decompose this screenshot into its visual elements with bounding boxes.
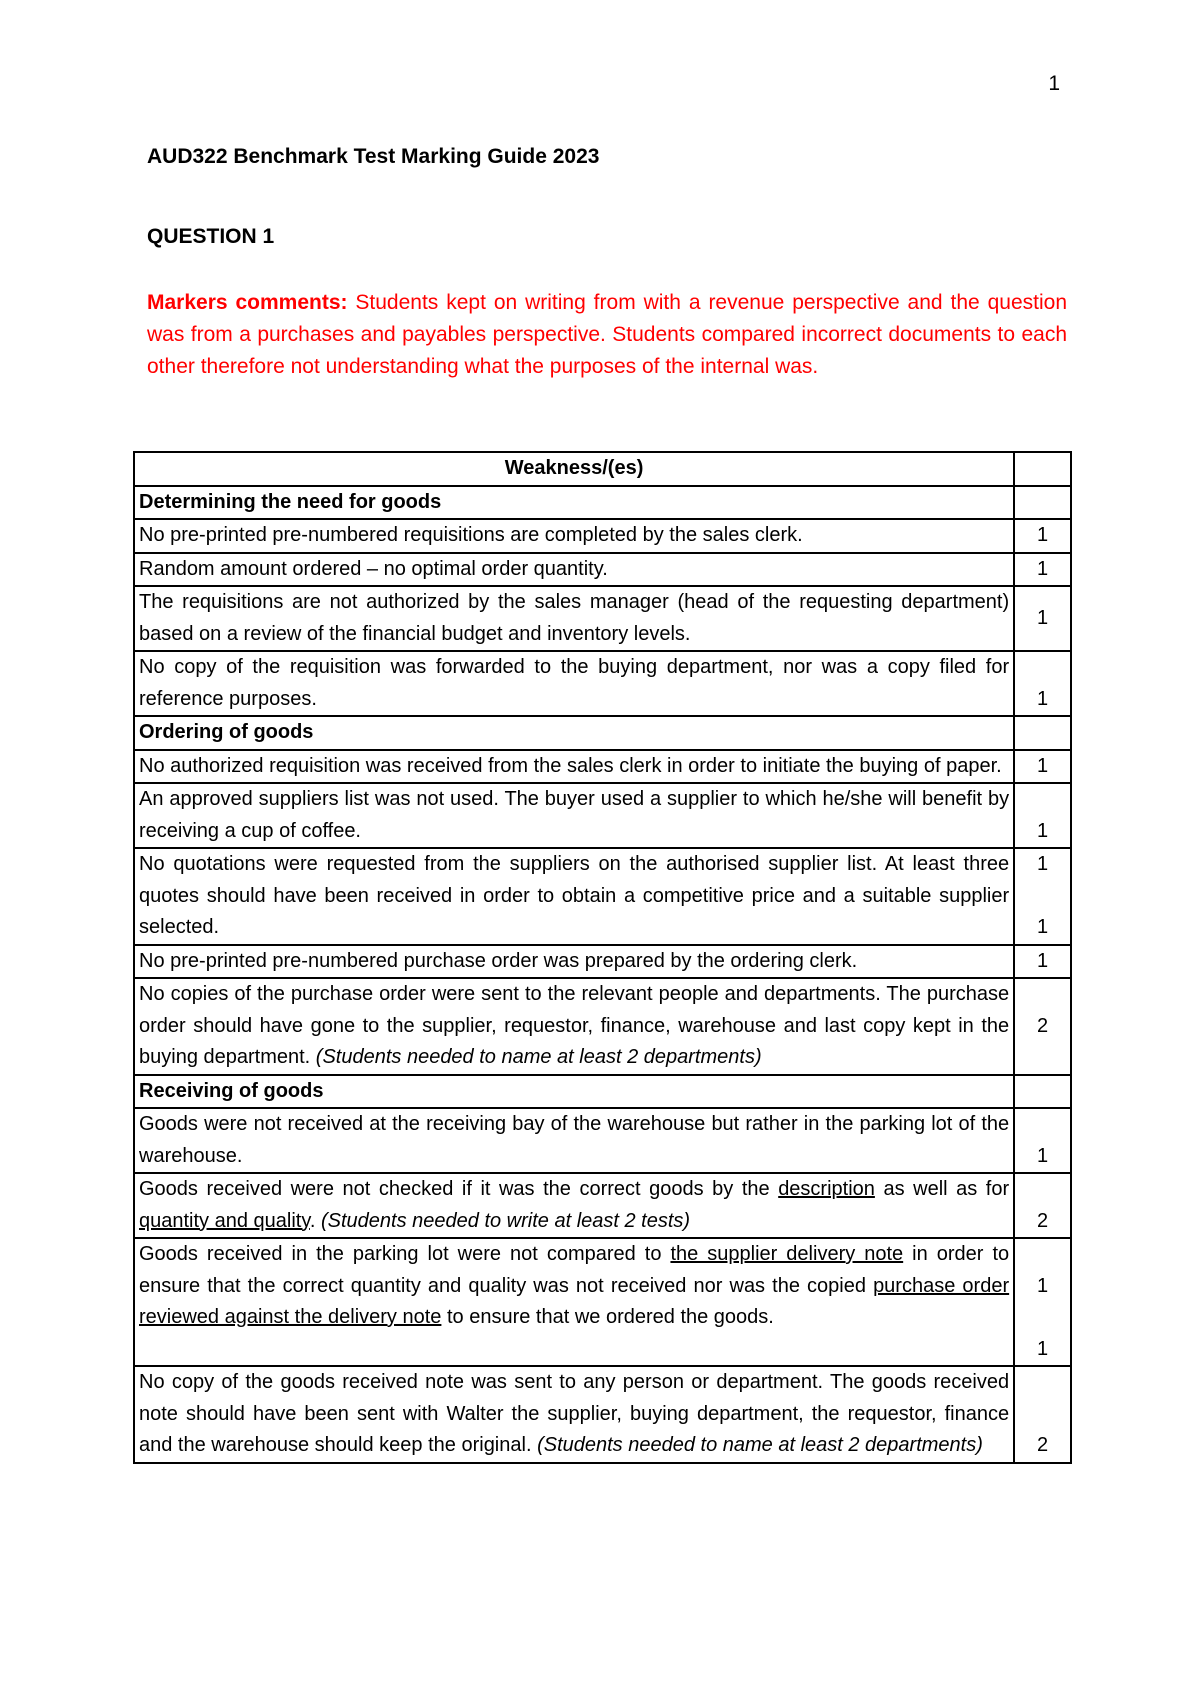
mark-value: 1 bbox=[1014, 1108, 1071, 1173]
mark-value: 1 bbox=[1037, 1337, 1049, 1360]
weakness-text bbox=[134, 978, 1014, 1075]
underlined-term: the supplier delivery note bbox=[670, 1243, 904, 1265]
weakness-text: Random amount ordered – no optimal order quantity. bbox=[134, 553, 1014, 587]
text-segment: . bbox=[309, 1209, 321, 1232]
text-segment: Goods received in the parking lot were not compared to bbox=[139, 1243, 671, 1265]
underlined-term: purchase order reviewed against the delivery note bbox=[139, 1274, 1010, 1328]
table-header-row bbox=[134, 452, 1071, 486]
page-number: 1 bbox=[1048, 72, 1060, 95]
mark-value: 1 bbox=[1037, 1274, 1049, 1297]
mark-value: 1 bbox=[1014, 750, 1071, 784]
section-ordering: Ordering of goods bbox=[134, 716, 1014, 750]
underlined-term: description bbox=[778, 1178, 875, 1200]
table-row bbox=[134, 978, 1071, 1075]
weakness-text: Goods were not received at the receiving bay of the warehouse but rather in the parking lot of the warehouse. bbox=[134, 1108, 1014, 1173]
underlined-term: quantity and quality bbox=[139, 1209, 310, 1232]
text-segment: as well as for bbox=[874, 1178, 1010, 1200]
section-row bbox=[134, 486, 1071, 520]
mark-value: 1 bbox=[1014, 553, 1071, 587]
weakness-text: No pre-printed pre-numbered requisitions are completed by the sales clerk. bbox=[134, 519, 1014, 553]
text-segment: Goods received were not checked if it was the correct goods by the bbox=[139, 1178, 779, 1200]
mark-value: 1 bbox=[1037, 916, 1049, 938]
table-row bbox=[134, 1238, 1071, 1366]
mark-value: 1 bbox=[1014, 783, 1071, 848]
text-segment: to ensure that we ordered the goods. bbox=[441, 1306, 774, 1328]
table-row bbox=[134, 1108, 1071, 1173]
weakness-text: No pre-printed pre-numbered purchase order was prepared by the ordering clerk. bbox=[134, 945, 1014, 979]
weakness-text: An approved suppliers list was not used. The buyer used a supplier to which he/she will benefit by receiving a cup of coffee. bbox=[134, 783, 1014, 848]
section-row bbox=[134, 1075, 1071, 1109]
weakness-text: No authorized requisition was received from the sales clerk in order to initiate the buying of paper. bbox=[134, 750, 1014, 784]
markers-comments bbox=[147, 287, 1067, 383]
weakness-note: (Students needed to name at least 2 departments) bbox=[315, 1046, 762, 1068]
section-row bbox=[134, 716, 1071, 750]
weakness-note: (Students needed to name at least 2 departments) bbox=[537, 1434, 983, 1456]
table-row bbox=[134, 651, 1071, 716]
table-row bbox=[134, 519, 1071, 553]
mark-value: 1 bbox=[1014, 519, 1071, 553]
section-determining-need: Determining the need for goods bbox=[134, 486, 1014, 520]
weakness-note: (Students needed to write at least 2 tests) bbox=[320, 1209, 691, 1232]
marking-table bbox=[133, 451, 1072, 1464]
table-row bbox=[134, 553, 1071, 587]
weakness-text bbox=[134, 1238, 1014, 1366]
table-row bbox=[134, 750, 1071, 784]
weakness-text: The requisitions are not authorized by the sales manager (head of the requesting department) based on a review of the financial budget and inventory levels. bbox=[134, 586, 1014, 651]
weakness-text-body: No copies of the purchase order were sent to the relevant people and departments. The purchase order should have gone to the supplier, requestor, finance, warehouse and last copy kept in the buying department. bbox=[139, 983, 1010, 1068]
table-row bbox=[134, 1173, 1071, 1238]
table-row bbox=[134, 783, 1071, 848]
markers-comments-text: Students kept on writing from with a revenue perspective and the question was from a purchases and payables perspective. Students compared incorrect documents to each other therefore not understanding what the purposes of the internal was. bbox=[147, 291, 1067, 378]
section-receiving: Receiving of goods bbox=[134, 1075, 1014, 1109]
mark-value: 2 bbox=[1014, 1366, 1071, 1463]
mark-value: 1 bbox=[1037, 853, 1049, 875]
mark-value: 1 bbox=[1014, 651, 1071, 716]
mark-value: 2 bbox=[1014, 1173, 1071, 1238]
weakness-header: Weakness/(es) bbox=[134, 452, 1014, 486]
table-row bbox=[134, 945, 1071, 979]
weakness-text-body: No copy of the goods received note was sent to any person or department. The goods received note should have been sent with Walter the supplier, buying department, the requestor, finance and the warehouse should keep the original. bbox=[139, 1371, 1010, 1456]
table-row bbox=[134, 848, 1071, 945]
mark-value: 1 bbox=[1014, 945, 1071, 979]
weakness-text: No copy of the requisition was forwarded to the buying department, nor was a copy filed for reference purposes. bbox=[134, 651, 1014, 716]
table-row bbox=[134, 1366, 1071, 1463]
weakness-text bbox=[134, 1366, 1014, 1463]
markers-comments-label: Markers comments: bbox=[147, 291, 348, 314]
table-row bbox=[134, 586, 1071, 651]
mark-value: 2 bbox=[1014, 978, 1071, 1075]
question-heading: QUESTION 1 bbox=[147, 225, 275, 248]
mark-cell bbox=[1014, 1238, 1071, 1366]
mark-value: 1 bbox=[1014, 586, 1071, 651]
weakness-text bbox=[134, 1173, 1014, 1238]
mark-header bbox=[1014, 452, 1071, 486]
text-segment: in order to ensure that the correct quantity and quality was not received nor was the copied bbox=[139, 1243, 1010, 1297]
document-title: AUD322 Benchmark Test Marking Guide 2023 bbox=[147, 145, 600, 168]
mark-cell bbox=[1014, 848, 1071, 945]
weakness-text: No quotations were requested from the suppliers on the authorised supplier list. At least three quotes should have been received in order to obtain a competitive price and a suitable supplier selected. bbox=[134, 848, 1014, 945]
